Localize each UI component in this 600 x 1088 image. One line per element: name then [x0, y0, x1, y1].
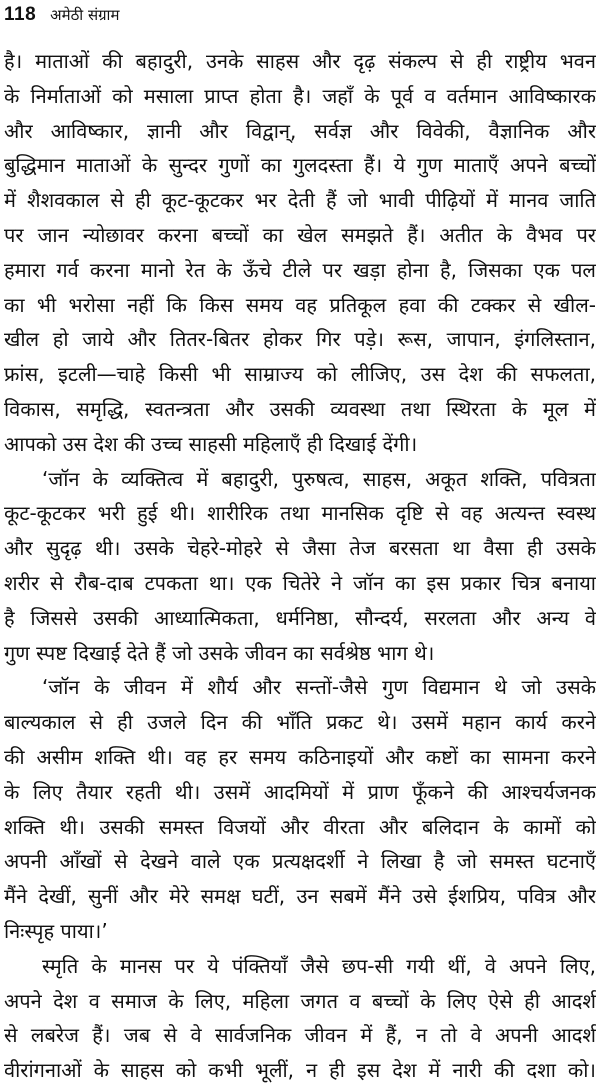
book-title: अमेठी संग्राम	[50, 6, 120, 24]
paragraph-end-line: निःस्पृह पाया।’	[4, 918, 108, 943]
text-line: मैंने देखीं, सुनीं और मेरे समक्ष घटीं, उन सबमें मैंने उसे ईशप्रिय, पवित्र और	[4, 884, 596, 909]
text-line: पर जान न्योछावर करना बच्चों का खेल समझते हैं। अतीत के वैभव पर	[4, 222, 596, 247]
paragraph-start-line: स्मृति के मानस पर ये पंक्तियाँ जैसे छप-सी गयी थीं, वे अपने लिए,	[42, 953, 596, 978]
text-line: हमारा गर्व करना मानो रेत के ऊँचे टीले पर खड़ा होना है, जिसका एक पल	[4, 257, 596, 282]
text-line: के निर्माताओं को मसाला प्राप्त होता है। जहाँ के पूर्व व वर्तमान आविष्कारक	[4, 83, 596, 108]
text-line: खील हो जाये और तितर-बितर होकर गिर पड़े। रूस, जापान, इंगलिस्तान,	[4, 327, 596, 352]
text-line: के लिए तैयार रहती थी। उसमें आदमियों में प्राण फूँकने की आश्चर्यजनक	[4, 779, 596, 804]
paragraph-start-line: ‘जॉन के व्यक्तित्व में बहादुरी, पुरुषत्व, साहस, अकूत शक्ति, पवित्रता	[42, 466, 596, 491]
text-line: फ्रांस, इटली—चाहे किसी भी साम्राज्य को लीजिए, उस देश की सफलता,	[4, 362, 596, 387]
body-text	[4, 44, 596, 1088]
text-line: और आविष्कार, ज्ञानी और विद्वान्, सर्वज्ञ और विवेकी, वैज्ञानिक और	[4, 118, 596, 143]
text-line: बाल्यकाल से ही उजले दिन की भाँति प्रकट थे। उसमें महान कार्य करने	[4, 710, 596, 735]
text-line: में शैशवकाल से ही कूट-कूटकर भर देती हैं जो भावी पीढ़ियों में मानव जाति	[4, 188, 596, 213]
text-line: अपने देश व समाज के लिए, महिला जगत व बच्चों के लिए ऐसे ही आदर्श	[4, 988, 596, 1013]
text-line: की असीम शक्ति थी। वह हर समय कठिनाइयों और कष्टों का सामना करने	[4, 744, 596, 769]
text-line: का भी भरोसा नहीं कि किस समय वह प्रतिकूल हवा की टक्कर से खील-	[4, 292, 596, 317]
text-line: विकास, समृद्धि, स्वतन्त्रता और उसकी व्यवस्था तथा स्थिरता के मूल में	[4, 396, 596, 421]
text-line: वीरांगनाओं के साहस को कभी भूलीं, न ही इस देश में नारी की दशा को।	[4, 1058, 596, 1083]
paragraph-end-line: आपको उस देश की उच्च साहसी महिलाएँ ही दिखाई देंगी।	[4, 431, 418, 456]
text-line: है जिससे उसकी आध्यात्मिकता, धर्मनिष्ठा, सौन्दर्य, सरलता और अन्य वे	[4, 605, 596, 630]
paragraph-end-line: गुण स्पष्ट दिखाई देते हैं जो उसके जीवन का सर्वश्रेष्ठ भाग थे।	[4, 640, 435, 665]
text-line: और सुदृढ़ थी। उसके चेहरे-मोहरे से जैसा तेज बरसता था वैसा ही उसके	[4, 536, 596, 561]
text-line: बुद्धिमान माताओं के सुन्दर गुणों का गुलदस्ता हैं। ये गुण माताएँ अपने बच्चों	[4, 153, 596, 178]
text-line: शक्ति थी। उसकी समस्त विजयों और वीरता और बलिदान के कामों को	[4, 814, 596, 839]
text-line: कूट-कूटकर भरी हुई थी। शारीरिक तथा मानसिक दृष्टि से वह अत्यन्त स्वस्थ	[4, 501, 596, 526]
paragraph-start-line: ‘जॉन के जीवन में शौर्य और सन्तों-जैसे गुण विद्यमान थे जो उसके	[42, 675, 596, 700]
text-line: है। माताओं की बहादुरी, उनके साहस और दृढ़ संकल्प से ही राष्ट्रीय भवन	[4, 49, 596, 73]
text-line: शरीर से रौब-दाब टपकता था। एक चितेरे ने जॉन का इस प्रकार चित्र बनाया	[4, 570, 596, 595]
text-line: से लबरेज हैं। जब से वे सार्वजनिक जीवन में हैं, न तो वे अपनी आदर्श	[4, 1023, 596, 1048]
page-number: 118	[4, 4, 37, 25]
text-line: अपनी आँखों से देखने वाले एक प्रत्यक्षदर्शी ने लिखा है जो समस्त घटनाएँ	[4, 849, 596, 874]
running-header	[4, 4, 119, 30]
